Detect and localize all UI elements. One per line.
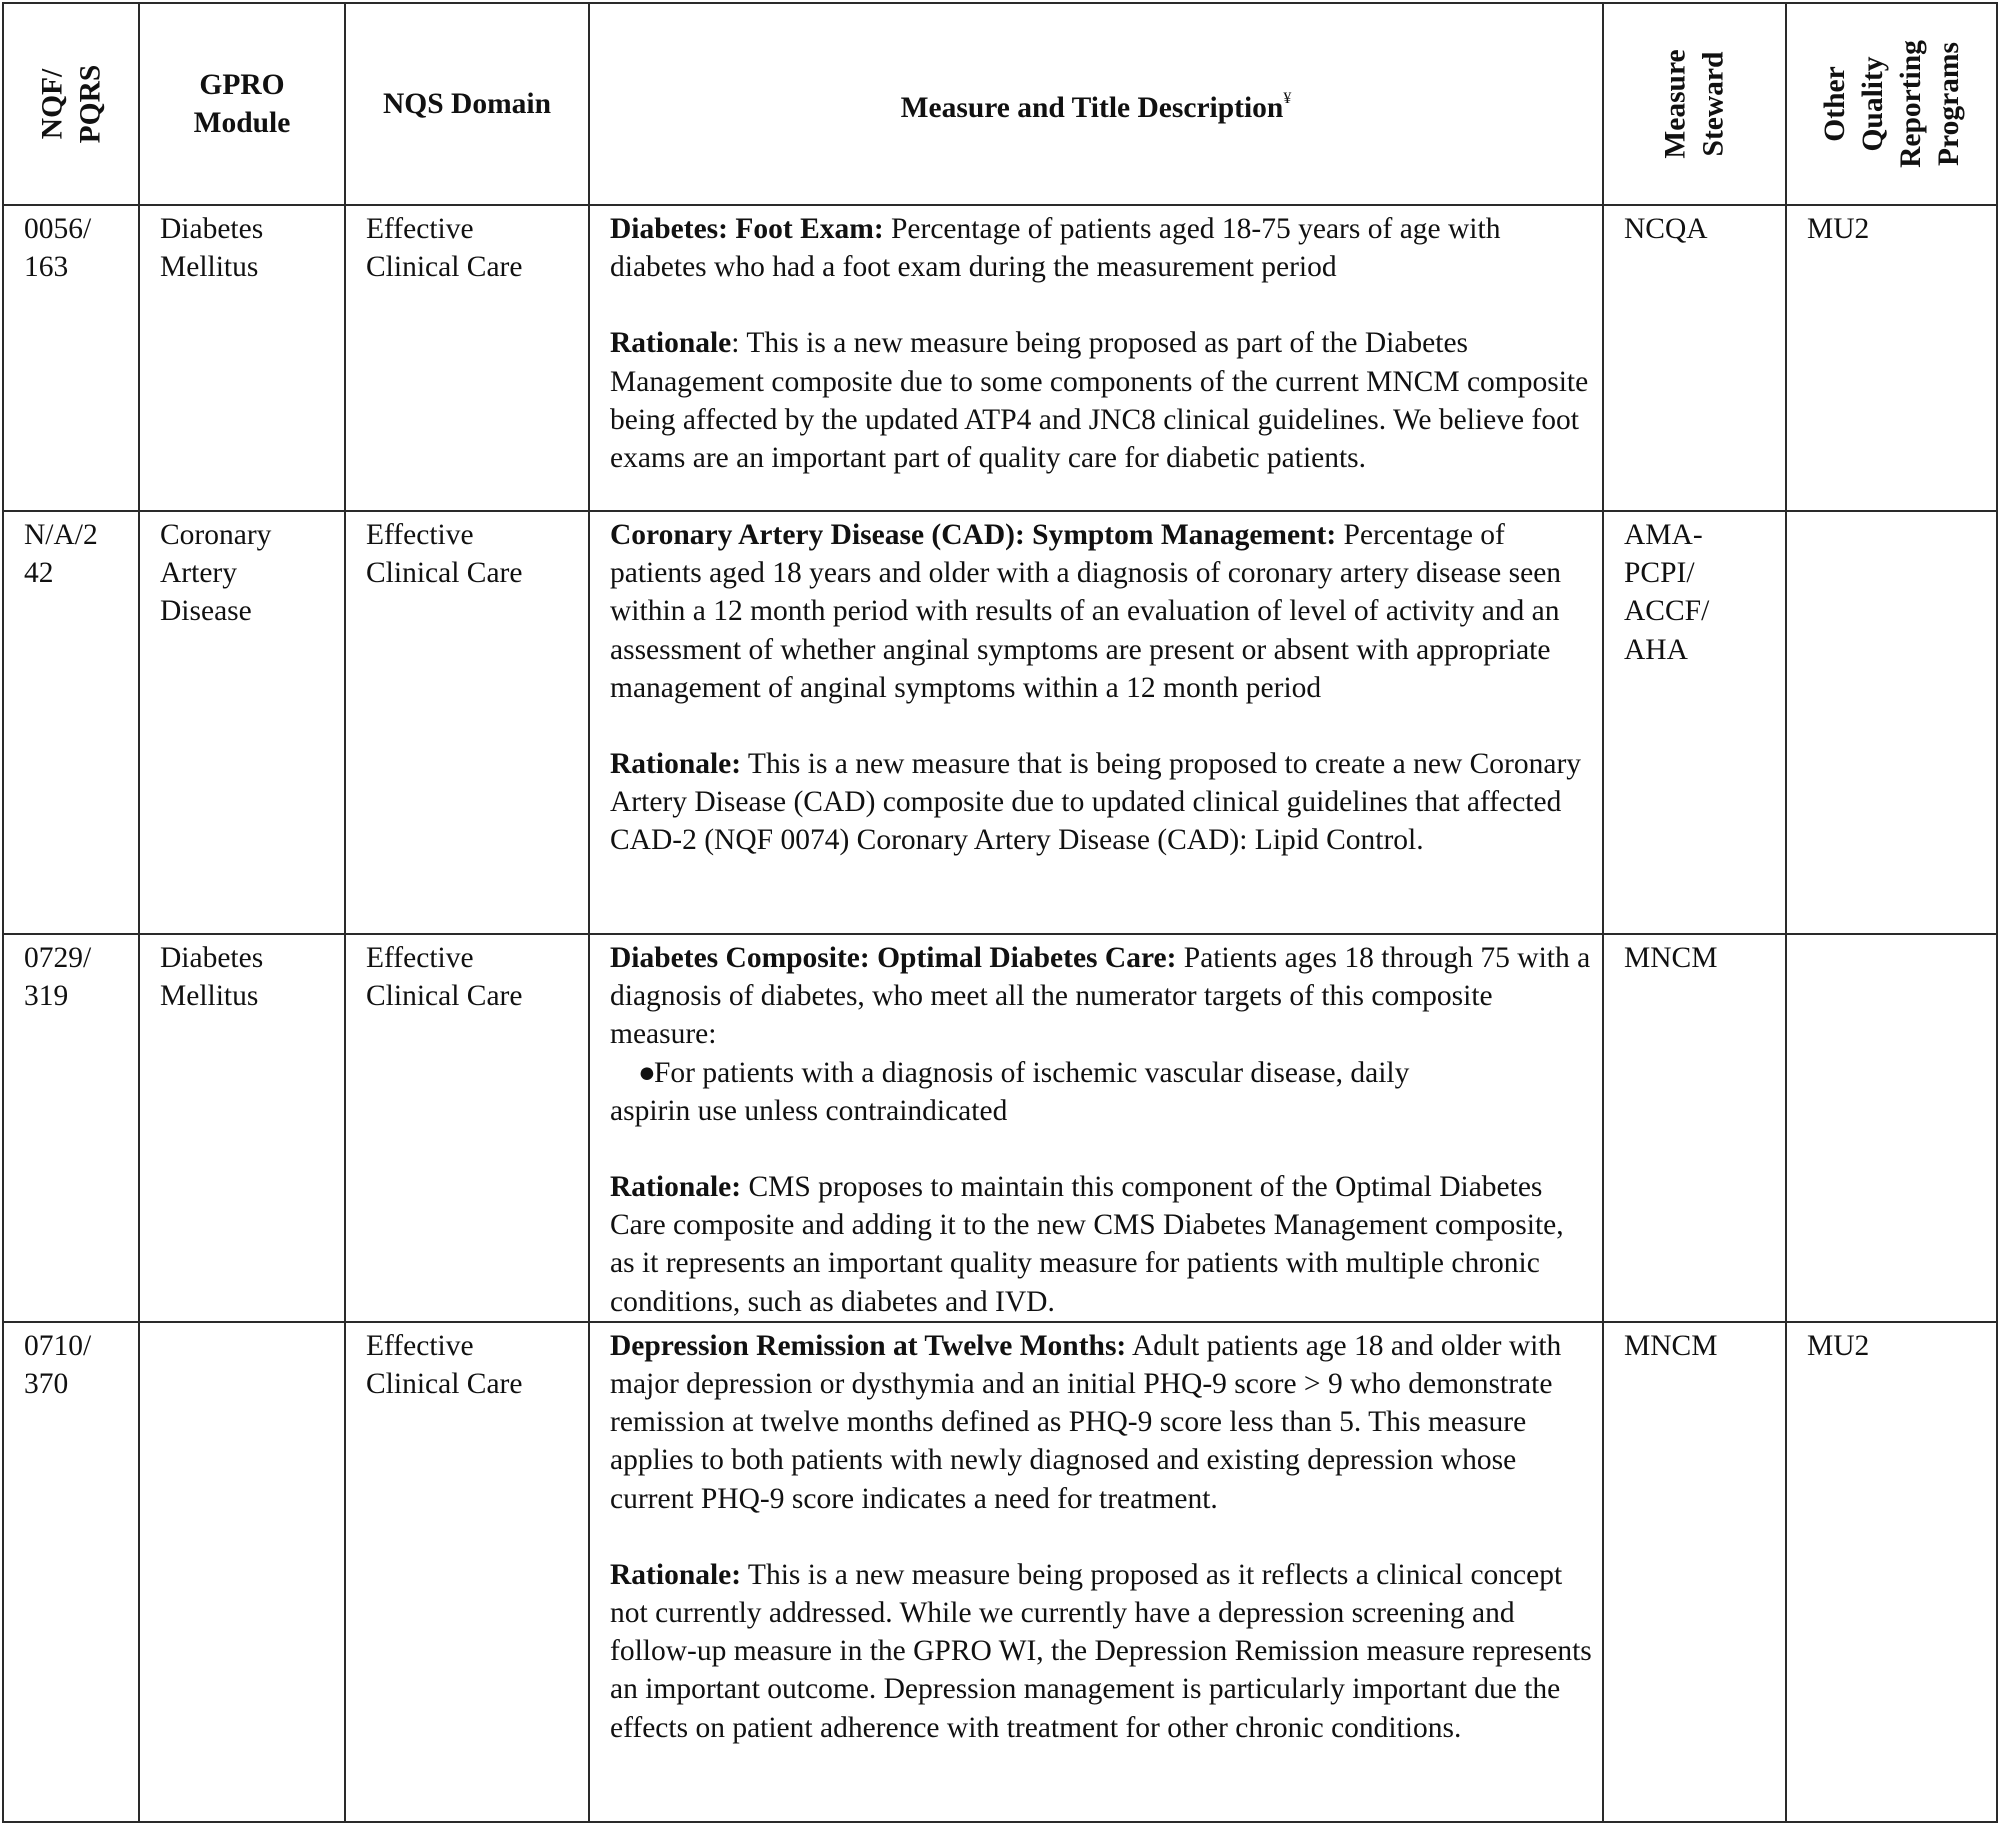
measure-term: Coronary Artery Disease (CAD): Symptom Management: xyxy=(610,519,1337,551)
header-nqs-domain-label: NQS Domain xyxy=(382,87,551,120)
cell-measure-description xyxy=(589,934,1603,1322)
measure-paragraph xyxy=(610,939,1592,1054)
cell-nqs-domain: Effective Clinical Care xyxy=(345,511,589,934)
rationale-text: This is a new measure being proposed as it reflects a clinical concept not currently addressed. While we currently have a depression screening and follow-up measure in the GPRO WI, the Depression Remission measure represents an important outcome. Depression management is particularly important due the effects on patient adherence with treatment for other chronic conditions. xyxy=(610,1558,1592,1744)
cell-gpro-module xyxy=(139,1322,345,1822)
measures-table xyxy=(2,2,1998,1823)
bullet-item xyxy=(610,1054,1592,1092)
rationale-term: Rationale: xyxy=(610,748,742,781)
cell-other-programs: MU2 xyxy=(1786,205,1997,511)
cell-other-programs xyxy=(1786,511,1997,934)
cell-other-programs xyxy=(1786,934,1997,1322)
measure-paragraph xyxy=(610,210,1592,286)
measure-paragraph xyxy=(610,516,1592,707)
cell-measure-description xyxy=(589,511,1603,934)
cell-measure-steward: AMA- PCPI/ ACCF/ AHA xyxy=(1603,511,1786,934)
header-measure-steward xyxy=(1603,3,1786,205)
header-nqf-pqrs-label: NQF/ PQRS xyxy=(36,64,106,144)
cell-nqf-pqrs: 0710/ 370 xyxy=(3,1322,139,1822)
cell-measure-description xyxy=(589,1322,1603,1822)
cell-nqf-pqrs: 0729/ 319 xyxy=(3,934,139,1322)
header-row xyxy=(3,3,1997,205)
measure-text: Patients ages 18 through 75 with a diagnosis of diabetes, who meet all the numerator targets of this composite measure: xyxy=(610,942,1591,1051)
header-measure-title xyxy=(589,3,1603,205)
measure-text: Percentage of patients aged 18-75 years of age with diabetes who had a foot exam during the measurement period xyxy=(610,213,1501,284)
table-row xyxy=(3,511,1997,934)
bullet-continuation: aspirin use unless contraindicated xyxy=(610,1094,1008,1127)
rationale-term: Rationale: xyxy=(610,1558,742,1591)
cell-nqs-domain: Effective Clinical Care xyxy=(345,1322,589,1822)
rationale-paragraph xyxy=(610,1168,1592,1321)
header-measure-title-mark: ¥ xyxy=(1283,90,1292,108)
measure-text: Adult patients age 18 and older with major depression or dysthymia and an initial PHQ-9 score > 9 who demonstrate remission at twelve months defined as PHQ-9 score less than 5. This measure applies to both patients with newly diagnosed and existing depression whose current PHQ-9 score indicates a need for treatment. xyxy=(610,1329,1562,1515)
table-row xyxy=(3,205,1997,511)
header-measure-steward-label: Measure Steward xyxy=(1659,49,1730,159)
bullet-text: For patients with a diagnosis of ischemic vascular disease, daily xyxy=(654,1056,1410,1089)
measure-paragraph xyxy=(610,1327,1592,1518)
cell-gpro-module: Diabetes Mellitus xyxy=(139,205,345,511)
header-gpro-module-label: GPRO Module xyxy=(193,68,291,139)
cell-nqf-pqrs: 0056/ 163 xyxy=(3,205,139,511)
bullet-dot-icon: ● xyxy=(638,1056,656,1089)
measure-term: Diabetes: Foot Exam: xyxy=(610,213,884,245)
header-nqf-pqrs xyxy=(3,3,139,205)
rationale-paragraph xyxy=(610,1556,1592,1747)
rationale-text: CMS proposes to maintain this component of the Optimal Diabetes Care composite and adding it to the new CMS Diabetes Management composite, as it represents an important quality measure for patients with multiple chronic conditions, such as diabetes and IVD. xyxy=(610,1171,1564,1318)
header-gpro-module xyxy=(139,3,345,205)
cell-measure-steward: NCQA xyxy=(1603,205,1786,511)
header-measure-title-label: Measure and Title Description xyxy=(900,92,1284,125)
cell-nqs-domain: Effective Clinical Care xyxy=(345,934,589,1322)
cell-measure-steward: MNCM xyxy=(1603,934,1786,1322)
cell-measure-description xyxy=(589,205,1603,511)
rationale-text: : This is a new measure being proposed as part of the Diabetes Management composite due to some components of the current MNCM composite being affected by the updated ATP4 and JNC8 clinical guidelines. We believe foot exams are an important part of quality care for diabetic patients. xyxy=(610,327,1589,475)
rationale-text: This is a new measure that is being proposed to create a new Coronary Artery Disease (CAD) composite due to updated clinical guidelines that affected CAD-2 (NQF 0074) Coronary Artery Disease (CAD): Lipid Control. xyxy=(610,748,1582,857)
paragraph-gap xyxy=(610,1130,1592,1168)
table-row xyxy=(3,934,1997,1322)
rationale-term: Rationale: xyxy=(610,1171,742,1204)
header-other-programs xyxy=(1786,3,1997,205)
header-other-programs-label: Other Quality Reporting Programs xyxy=(1818,39,1965,168)
rationale-term: Rationale xyxy=(610,327,732,360)
paragraph-gap xyxy=(610,286,1592,324)
header-nqs-domain xyxy=(345,3,589,205)
rationale-paragraph xyxy=(610,745,1592,860)
rationale-paragraph xyxy=(610,324,1592,477)
cell-nqf-pqrs: N/A/2 42 xyxy=(3,511,139,934)
table-row xyxy=(3,1322,1997,1822)
measure-term: Depression Remission at Twelve Months: xyxy=(610,1329,1127,1362)
cell-measure-steward: MNCM xyxy=(1603,1322,1786,1822)
measure-term: Diabetes Composite: Optimal Diabetes Care: xyxy=(610,942,1177,974)
cell-nqs-domain: Effective Clinical Care xyxy=(345,205,589,511)
paragraph-gap xyxy=(610,1518,1592,1556)
cell-other-programs: MU2 xyxy=(1786,1322,1997,1822)
cell-gpro-module: Diabetes Mellitus xyxy=(139,934,345,1322)
measure-text: Percentage of patients aged 18 years and older with a diagnosis of coronary artery disease seen within a 12 month period with results of an evaluation of level of activity and an assessment of whether anginal symptoms are present or absent with appropriate management of anginal symptoms within a 12 month period xyxy=(610,519,1562,704)
cell-gpro-module: Coronary Artery Disease xyxy=(139,511,345,934)
paragraph-gap xyxy=(610,707,1592,745)
